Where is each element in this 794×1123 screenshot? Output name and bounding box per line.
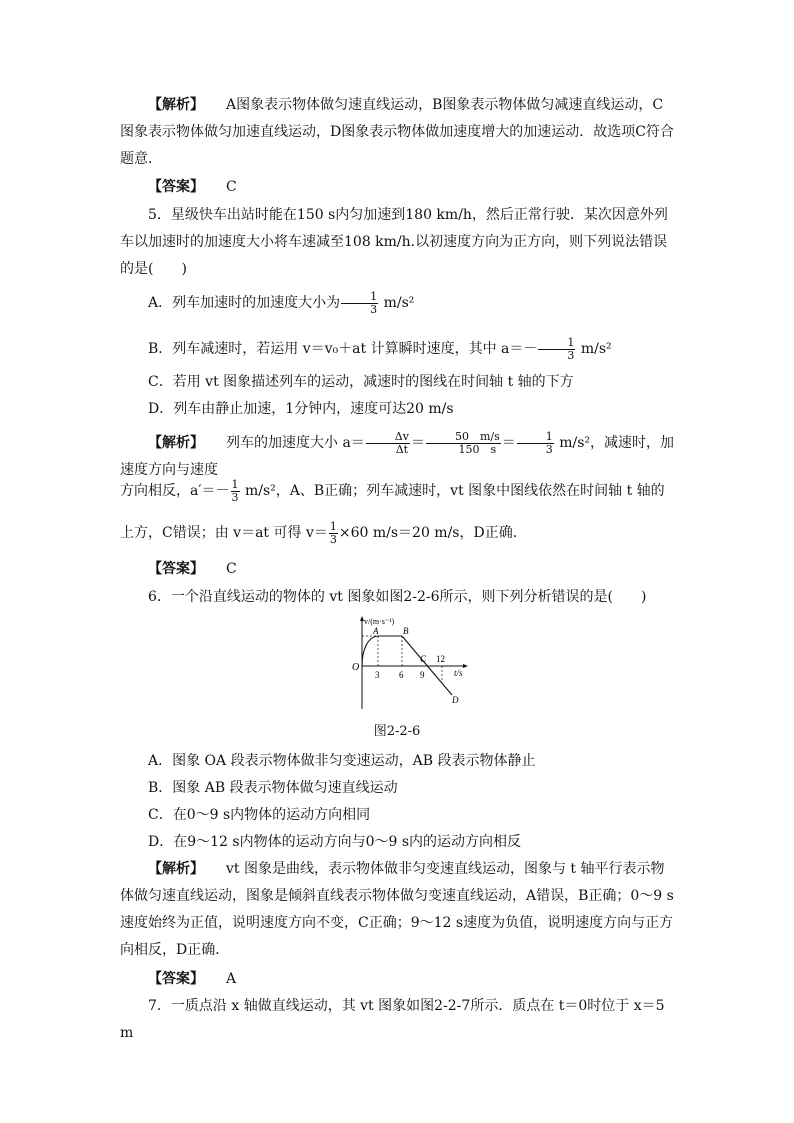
q6-option-d: D．在9～12 s内物体的运动方向与0～9 s内的运动方向相反 [148, 834, 522, 850]
answer-tag: 【答案】 [148, 179, 204, 195]
origin-label: O [352, 662, 360, 673]
y-axis-label: v/(m·s⁻¹) [364, 617, 395, 626]
point-label: D [452, 695, 459, 705]
q5-stem: 5．星级快车出站时能在150 s内匀加速到180 km/h，然后正常行驶．某次因意外列车以加速时的加速度大小将车速减至108 km/h.以初速度方向为正方向，则下列说法错误的是( ) [120, 207, 668, 277]
fraction: $\frac{1}{3}$ [538, 337, 575, 362]
tick-label: 12 [436, 654, 445, 664]
q6-answer: 【答案】 A [148, 971, 237, 987]
q6-stem: 6．一个沿直线运动的物体的 vt 图象如图2-2-6所示，则下列分析错误的是( ) [148, 589, 647, 605]
analysis-text: A图象表示物体做匀速直线运动，B图象表示物体做匀减速直线运动，C图象表示物体做匀加速直线运动，D图象表示物体做加速度增大的加速运动．故选项C符合题意． [120, 97, 674, 167]
q7-stem: 7．一质点沿 x 轴做直线运动，其 vt 图象如图2-2-7所示．质点在 t＝0时位于 x＝5 m [120, 998, 665, 1041]
q5-analysis-line3: 上方，C错误；由 v＝at 可得 v＝ $\frac{1}{3}$ ×60 m/s＝20 m/s，D正确． [120, 519, 527, 546]
q5-option-b: B．列车减速时，若运用 v＝v₀＋at 计算瞬时速度，其中 a＝－ $\frac{1}{3}$ m/s² [148, 335, 612, 362]
point-label: A [373, 626, 379, 636]
fraction: $\frac{1}{3}$ [341, 291, 378, 316]
answer-value: C [226, 179, 237, 195]
q4-analysis [120, 92, 676, 173]
point-label: B [403, 626, 409, 636]
point-label: C [420, 654, 427, 664]
figure-caption: 图2-2-6 [373, 724, 421, 739]
q5-analysis-line1: 【解析】 列车的加速度大小 a＝ $\frac{\Delta v}{\Delta t}$ ＝ $\frac{50 m/s}{150 s}$ ＝ $\frac{1}{3}$ m/s²，减速时，加速度方向与速度 [120, 429, 674, 478]
q5-answer: 【答案】 C [148, 561, 237, 577]
q6-option-c: C．在0～9 s内物体的运动方向相同 [148, 807, 371, 823]
analysis-tag: 【解析】 [148, 97, 204, 113]
q4-answer [120, 174, 676, 201]
tick-label: 9 [420, 670, 425, 680]
q6-option-a: A．图象 OA 段表示物体做非匀变速运动，AB 段表示物体静止 [148, 753, 536, 769]
q5-option-c: C．若用 vt 图象描述列车的运动，减速时的图线在时间轴 t 轴的下方 [148, 374, 574, 390]
tick-label: 3 [375, 670, 380, 680]
x-axis-label: t/s [454, 668, 463, 678]
q6-analysis: 【解析】 vt 图象是曲线，表示物体做非匀变速直线运动，图象与 t 轴平行表示物体做匀速直线运动，图象是倾斜直线表示物体做匀变速直线运动，A错误，B正确；0～9 s速度始终为正值，说明速度方向不变，C正确；9～12 s速度为负值，说明速度方向与正方向相反，D正确． [120, 861, 674, 958]
q5-option-a: A．列车加速时的加速度大小为 $\frac{1}{3}$ m/s² [148, 289, 415, 316]
q6-option-b: B．图象 AB 段表示物体做匀速直线运动 [148, 780, 398, 796]
x-axis-arrow [463, 664, 468, 668]
q5-analysis-line2: 方向相反，a′＝－ $\frac{1}{3}$ m/s²，A、B正确；列车减速时，vt 图象中图线依然在时间轴 t 轴的 [120, 477, 665, 504]
q5-option-d: D．列车由静止加速，1分钟内，速度可达20 m/s [148, 401, 454, 417]
vt-graph-figure [348, 614, 468, 714]
tick-label: 6 [399, 670, 404, 680]
curve-oa [362, 636, 378, 666]
